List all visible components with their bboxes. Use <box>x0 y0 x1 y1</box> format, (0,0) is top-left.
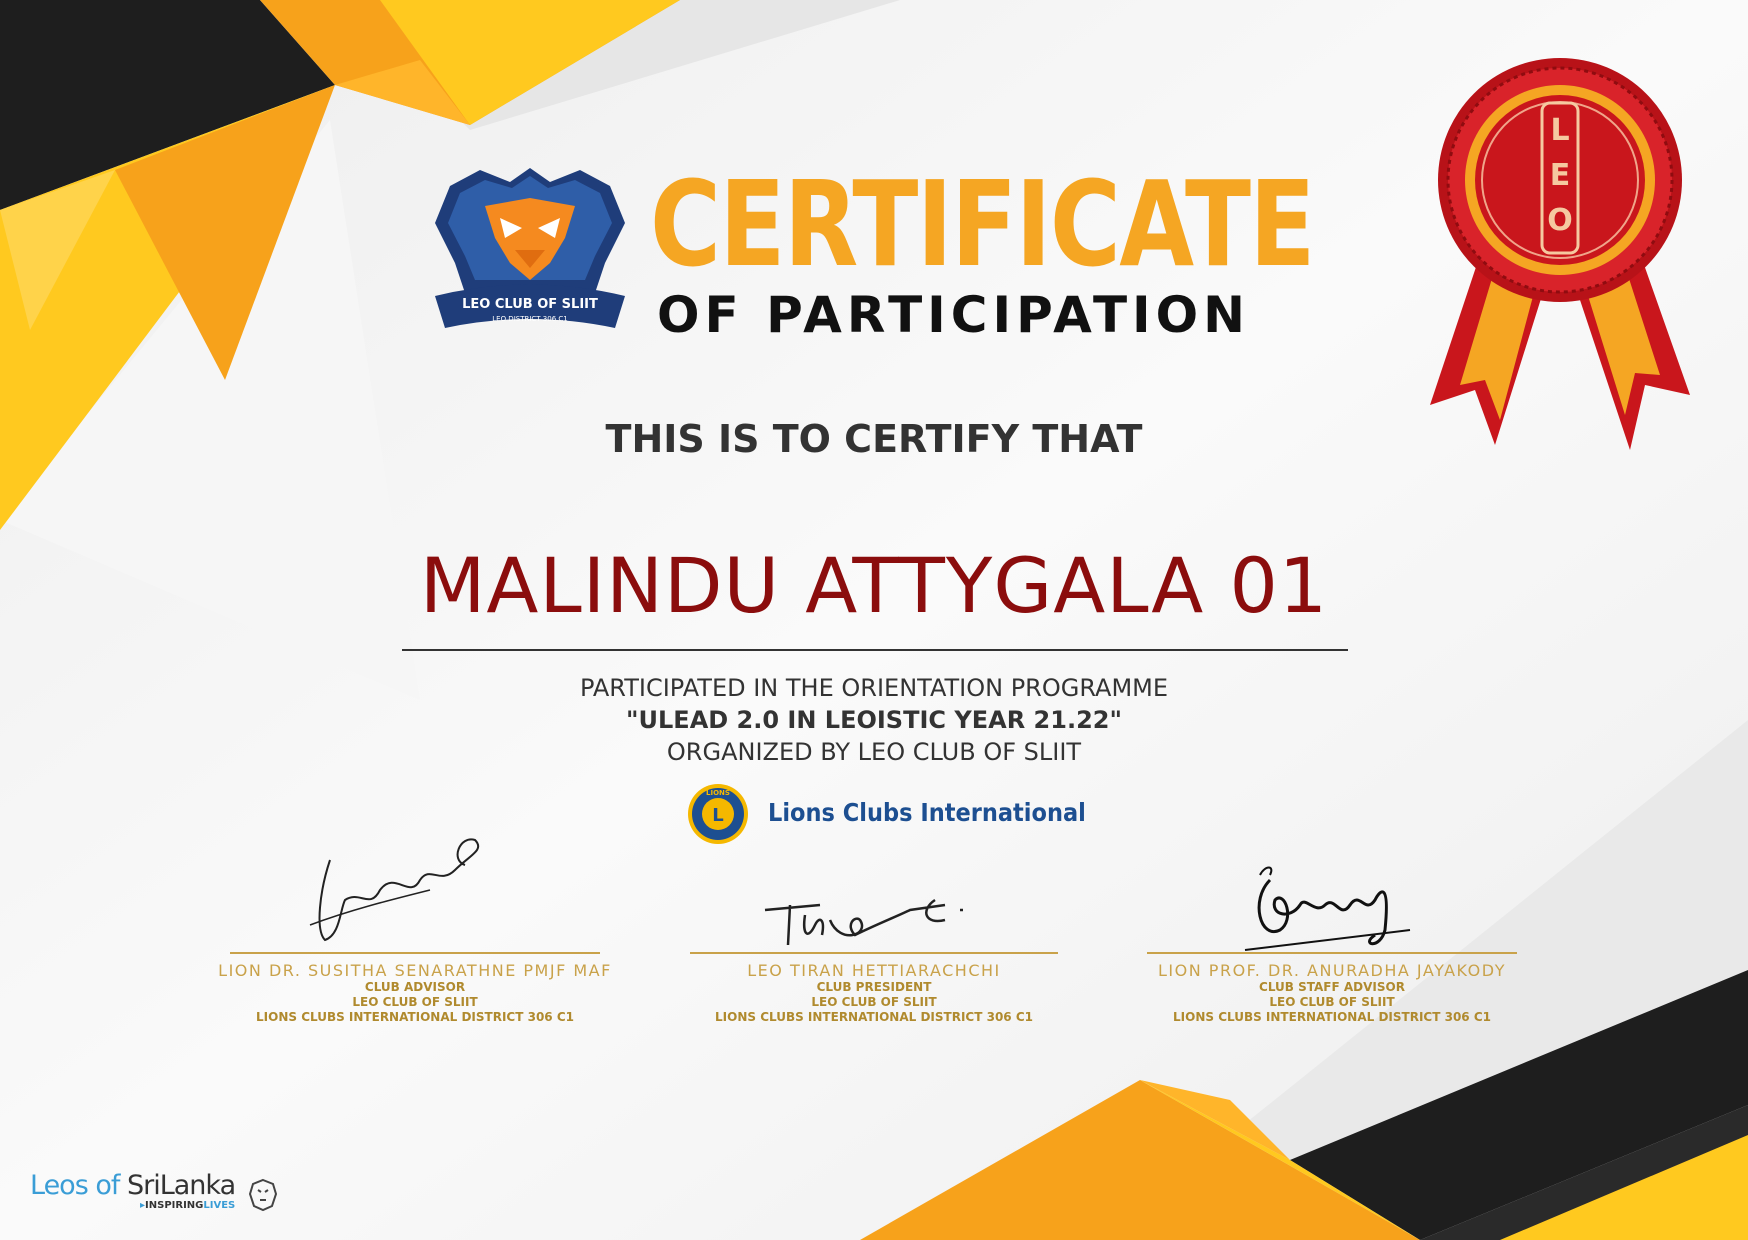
footer-brand-part2: SriLanka <box>126 1170 236 1201</box>
leo-club-sliit-logo <box>430 168 630 348</box>
signatory-3-name: LION PROF. DR. ANURADHA JAYAKODY <box>1158 961 1506 980</box>
rosette-letter-3: O <box>1547 203 1573 238</box>
signatory-3-club: LEO CLUB OF SLIIT <box>1269 995 1395 1009</box>
certify-line: THIS IS TO CERTIFY THAT <box>605 417 1143 461</box>
signatory-3-rule <box>1147 952 1517 954</box>
certificate-subtitle: OF PARTICIPATION <box>657 286 1251 344</box>
footer-brand-part1: Leos of <box>30 1170 127 1201</box>
logo-district-text: LEO DISTRICT 306 C1 <box>492 315 568 323</box>
signatory-2-rule <box>690 952 1058 954</box>
signatory-3-role: CLUB STAFF ADVISOR <box>1259 980 1405 994</box>
footer-tagline <box>140 1200 235 1211</box>
signatory-2-name: LEO TIRAN HETTIARACHCHI <box>747 961 1001 980</box>
footer-tagline-1: INSPIRING <box>145 1200 204 1211</box>
recipient-name: MALINDU ATTYGALA 01 <box>419 541 1329 630</box>
signature-2 <box>760 865 980 965</box>
rosette-letter-2: E <box>1549 158 1571 193</box>
signatory-2-role: CLUB PRESIDENT <box>816 980 932 994</box>
signatory-1-district: LIONS CLUBS INTERNATIONAL DISTRICT 306 C1 <box>256 1010 574 1024</box>
footer-brand <box>30 1172 235 1199</box>
lion-head-icon <box>248 1178 278 1212</box>
signatory-2-district: LIONS CLUBS INTERNATIONAL DISTRICT 306 C1 <box>715 1010 1033 1024</box>
award-rosette-icon <box>1420 55 1700 455</box>
signature-3 <box>1240 860 1420 960</box>
signatory-1-rule <box>230 952 600 954</box>
footer-tagline-2: LIVES <box>203 1200 236 1211</box>
footer-tagline-arrow: ▸ <box>140 1200 146 1211</box>
name-underline <box>402 649 1348 651</box>
lions-emblem-text: LIONS <box>706 789 730 797</box>
signatory-1-club: LEO CLUB OF SLIIT <box>352 995 478 1009</box>
certificate-title: CERTIFICATE <box>650 155 1314 293</box>
programme-line-3: ORGANIZED BY LEO CLUB OF SLIIT <box>666 738 1082 766</box>
programme-line-2: "ULEAD 2.0 IN LEOISTIC YEAR 21.22" <box>626 706 1122 734</box>
logo-club-text: LEO CLUB OF SLIIT <box>462 297 598 312</box>
lions-clubs-label: Lions Clubs International <box>768 798 1086 827</box>
signature-1 <box>300 830 500 950</box>
signatory-2-club: LEO CLUB OF SLIIT <box>811 995 937 1009</box>
signatory-1-role: CLUB ADVISOR <box>364 980 466 994</box>
signatory-3-district: LIONS CLUBS INTERNATIONAL DISTRICT 306 C1 <box>1173 1010 1491 1024</box>
svg-text:L: L <box>712 805 724 826</box>
signatory-1-name: LION DR. SUSITHA SENARATHNE PMJF MAF <box>218 961 612 980</box>
lions-emblem-icon <box>686 782 750 846</box>
rosette-letter-1: L <box>1550 113 1570 148</box>
programme-line-1: PARTICIPATED IN THE ORIENTATION PROGRAMME <box>579 674 1169 702</box>
